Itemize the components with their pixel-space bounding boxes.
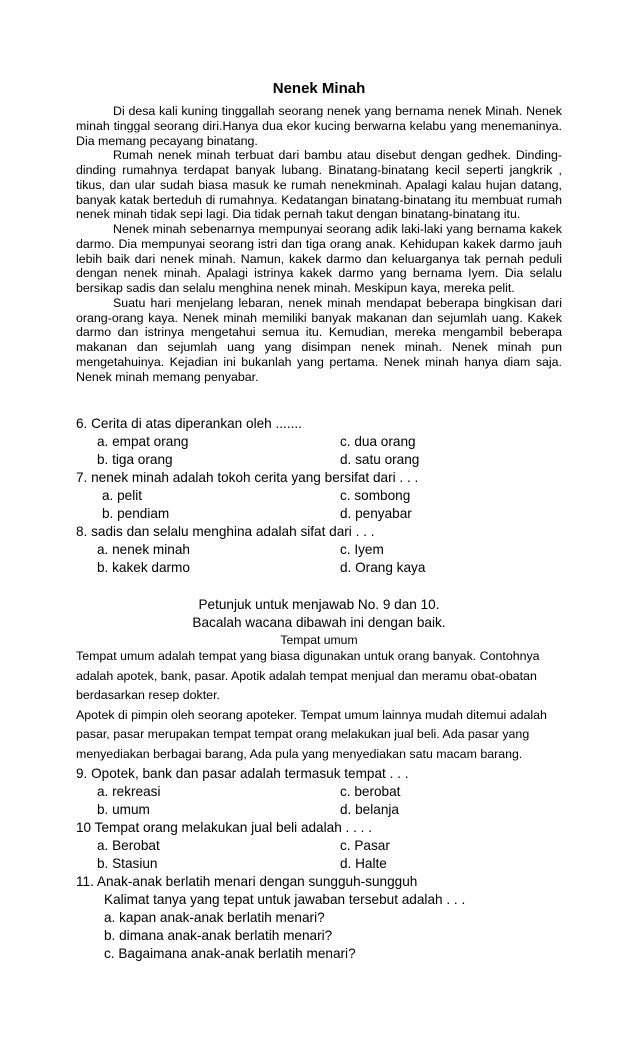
question-7-option-b: b. pendiam bbox=[102, 506, 170, 521]
wacana-text bbox=[76, 647, 576, 764]
instruction-line-2: Bacalah wacana dibawah ini dengan baik. bbox=[192, 615, 446, 630]
question-6-option-c: c. dua orang bbox=[340, 434, 416, 449]
question-10: 10 Tempat orang melakukan jual beli adalah . . . . bbox=[76, 820, 372, 835]
question-7-option-c: c. sombong bbox=[340, 488, 411, 503]
wacana-paragraph: Apotek di pimpin oleh seorang apoteker. Tempat umum lainnya mudah ditemui adalah pasar, pasar merupakan tempat tempat orang melakukan jual beli. Ada pasar yang menyediakan berbagai barang, Ada pula yang menyediakan satu macam barang. bbox=[76, 707, 547, 761]
question-6: 6. Cerita di atas diperankan oleh ....... bbox=[76, 416, 302, 431]
story-title: Nenek Minah bbox=[272, 80, 366, 97]
question-9-option-c: c. berobat bbox=[340, 784, 401, 799]
question-6-option-a: a. empat orang bbox=[97, 434, 189, 449]
question-9: 9. Opotek, bank dan pasar adalah termasuk tempat . . . bbox=[76, 766, 409, 781]
question-10-option-a: a. Berobat bbox=[97, 838, 160, 853]
question-11-stem: Kalimat tanya yang tepat untuk jawaban tersebut adalah . . . bbox=[104, 892, 466, 907]
question-11-option-b: b. dimana anak-anak berlatih menari? bbox=[104, 928, 333, 943]
question-9-option-d: d. belanja bbox=[340, 802, 399, 817]
question-10-option-b: b. Stasiun bbox=[97, 856, 158, 871]
wacana-paragraph: Tempat umum adalah tempat yang biasa digunakan untuk orang banyak. Contohnya adalah apotek, bank, pasar. Apotik adalah tempat menjual dan meramu obat-obatan berdasarkan resep dokter. bbox=[76, 649, 540, 702]
question-11: 11. Anak-anak berlatih menari dengan sungguh-sungguh bbox=[76, 874, 418, 889]
story-paragraph: Rumah nenek minah terbuat dari bambu atau disebut dengan gedhek. Dinding-dinding rumahnya terdapat banyak lubang. Binatang-binatang kecil seperti jangkrik , tikus, dan ular sudah biasa masuk ke rumah nenekminah. Apalagi kalau hujan datang, banyak katak berteduh di rumahnya. Kedatangan binatang-binatang itu membuat rumah nenek minah tidak sepi lagi. Dia tidak pernah takut dengan binatang-binatang itu. bbox=[76, 148, 562, 222]
question-9-option-a: a. rekreasi bbox=[97, 784, 161, 799]
question-10-option-c: c. Pasar bbox=[340, 838, 390, 853]
question-8-option-d: d. Orang kaya bbox=[340, 560, 426, 575]
question-10-option-d: d. Halte bbox=[340, 856, 387, 871]
question-7-option-a: a. pelit bbox=[102, 488, 143, 503]
question-8: 8. sadis dan selalu menghina adalah sifat dari . . . bbox=[76, 524, 375, 539]
question-8-option-b: b. kakek darmo bbox=[97, 560, 190, 575]
question-8-option-a: a. nenek minah bbox=[97, 542, 190, 557]
story-paragraph: Suatu hari menjelang lebaran, nenek minah mendapat beberapa bingkisan dari orang-orang kaya. Nenek minah memiliki banyak makanan dan sejumlah uang. Kakek darmo dan istrinya mengetahui semua itu. Kemudian, mereka mengambil beberapa makanan dan sejumlah uang yang disimpan nenek minah. Nenek minah pun mengetahuinya. Kejadian ini bukanlah yang pertama. Nenek minah hanya diam saja. Nenek minah memang penyabar. bbox=[76, 295, 562, 384]
question-7-option-d: d. penyabar bbox=[340, 506, 412, 521]
question-6-option-b: b. tiga orang bbox=[97, 452, 173, 467]
story-paragraph: Di desa kali kuning tinggallah seorang nenek yang bernama nenek Minah. Nenek minah tinggal seorang diri.Hanya dua ekor kucing berwarna kelabu yang menemaninya. Dia memang pecayang binatang. bbox=[76, 104, 562, 148]
instruction-line-1: Petunjuk untuk menjawab No. 9 dan 10. bbox=[198, 597, 440, 612]
story-paragraph: Nenek minah sebenarnya mempunyai seorang adik laki-laki yang bernama kakek darmo. Dia mempunyai seorang istri dan tiga orang anak. Kehidupan kakek darmo jauh lebih baik dari nenek minah. Namun, kakek darmo dan keluarganya tak pernah peduli dengan nenek minah. Apalagi istrinya kakek darmo yang bernama Iyem. Dia selalu bersikap sadis dan selalu menghina nenek minah. Meskipun kaya, mereka pelit. bbox=[76, 222, 562, 295]
question-7: 7. nenek minah adalah tokoh cerita yang bersifat dari . . . bbox=[76, 470, 419, 485]
question-11-option-c: c. Bagaimana anak-anak berlatih menari? bbox=[104, 946, 356, 961]
story-text bbox=[76, 104, 562, 384]
question-6-option-d: d. satu orang bbox=[340, 452, 420, 467]
question-8-option-c: c. Iyem bbox=[340, 542, 384, 557]
question-9-option-b: b. umum bbox=[97, 802, 150, 817]
wacana-title: Tempat umum bbox=[280, 633, 358, 647]
question-11-option-a: a. kapan anak-anak berlatih menari? bbox=[104, 910, 325, 925]
